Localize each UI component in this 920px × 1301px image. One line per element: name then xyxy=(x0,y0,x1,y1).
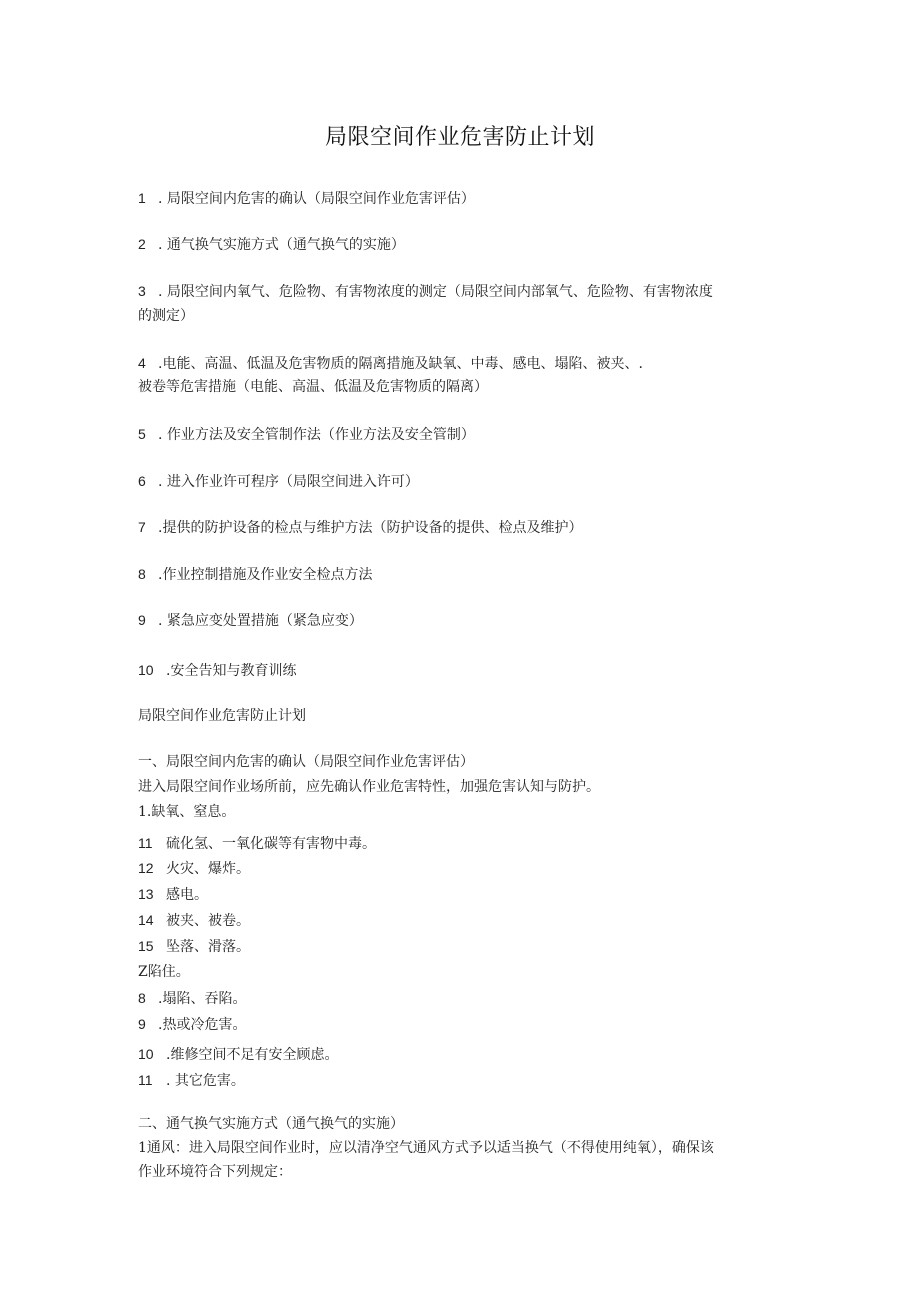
section-paragraph: 1通风：进入局限空间作业时，应以清净空气通风方式予以适当换气（不得使用纯氧），确保该 xyxy=(138,1140,714,1156)
hazard-text: 被夹、被卷。 xyxy=(166,913,250,929)
hazard-item xyxy=(138,833,788,854)
hazard-item xyxy=(138,1014,788,1035)
section-intro: 进入局限空间作业场所前，应先确认作业危害特性，加强危害认知与防护。 xyxy=(138,779,600,795)
hazard-item: 1.缺氧、窒息。 xyxy=(138,804,236,820)
toc-text: . 进入作业许可程序（局限空间进入许可） xyxy=(158,474,419,490)
section-heading: 二、通气换气实施方式（通气换气的实施） xyxy=(138,1116,404,1132)
toc-text: .作业控制措施及作业安全检点方法 xyxy=(158,567,373,583)
hazard-text: .维修空间不足有安全顾虑。 xyxy=(166,1047,339,1063)
toc-text: . 通气换气实施方式（通气换气的实施） xyxy=(158,237,405,253)
toc-text: . 局限空间内危害的确认（局限空间作业危害评估） xyxy=(158,191,475,207)
toc-text: .安全告知与教育训练 xyxy=(166,663,297,679)
toc-item xyxy=(138,424,788,445)
hazard-item xyxy=(138,884,788,905)
toc-item-continuation: 的测定） xyxy=(138,308,194,324)
toc-text: . 作业方法及安全管制作法（作业方法及安全管制） xyxy=(158,427,475,443)
hazard-item xyxy=(138,910,788,931)
hazard-item xyxy=(138,1070,788,1091)
toc-text: . 紧急应变处置措施（紧急应变） xyxy=(158,613,363,629)
toc-num: 5 xyxy=(138,426,146,442)
toc-item-continuation: 被卷等危害措施（电能、高温、低温及危害物质的隔离） xyxy=(138,379,488,395)
toc-num: 9 xyxy=(138,612,146,628)
toc-item xyxy=(138,660,788,681)
toc-item xyxy=(138,281,788,302)
toc-num: 6 xyxy=(138,473,146,489)
toc-item xyxy=(138,234,788,255)
hazard-num: 11 xyxy=(138,1072,153,1088)
toc-num: 7 xyxy=(138,519,146,535)
toc-item xyxy=(138,353,788,374)
hazard-num: 9 xyxy=(138,1016,146,1032)
hazard-num: 15 xyxy=(138,938,154,954)
hazard-text: .塌陷、吞陷。 xyxy=(158,991,247,1007)
hazard-num: 12 xyxy=(138,860,154,876)
toc-item xyxy=(138,188,788,209)
hazard-item: Z陷住。 xyxy=(138,964,190,980)
hazard-text: 坠落、滑落。 xyxy=(166,939,250,955)
hazard-num: 10 xyxy=(138,1046,154,1062)
toc-num: 8 xyxy=(138,566,146,582)
toc-num: 2 xyxy=(138,236,146,252)
toc-text: .电能、高温、低温及危害物质的隔离措施及缺氧、中毒、感电、塌陷、被夹、. xyxy=(158,356,643,372)
toc-num: 10 xyxy=(138,662,154,678)
hazard-item xyxy=(138,1044,788,1065)
hazard-text: 感电。 xyxy=(166,887,208,903)
hazard-num: 11 xyxy=(138,835,153,851)
document-title: 局限空间作业危害防止计划 xyxy=(324,125,595,150)
toc-item xyxy=(138,610,788,631)
toc-num: 3 xyxy=(138,283,146,299)
toc-num: 4 xyxy=(138,355,146,371)
hazard-text: .热或冷危害。 xyxy=(158,1017,247,1033)
hazard-num: 8 xyxy=(138,990,146,1006)
toc-item xyxy=(138,471,788,492)
subtitle: 局限空间作业危害防止计划 xyxy=(138,708,306,724)
toc-text: . 局限空间内氧气、危险物、有害物浓度的测定（局限空间内部氧气、危险物、有害物浓度 xyxy=(158,284,713,300)
hazard-item xyxy=(138,858,788,879)
hazard-text: 硫化氢、一氧化碳等有害物中毒。 xyxy=(166,836,376,852)
hazard-text: . 其它危害。 xyxy=(166,1073,245,1089)
hazard-num: 14 xyxy=(138,912,154,928)
toc-num: 1 xyxy=(138,190,146,206)
hazard-item xyxy=(138,936,788,957)
section-paragraph-continuation: 作业环境符合下列规定： xyxy=(138,1164,292,1180)
toc-text: .提供的防护设备的检点与维护方法（防护设备的提供、检点及维护） xyxy=(158,520,583,536)
hazard-item xyxy=(138,988,788,1009)
section-heading: 一、局限空间内危害的确认（局限空间作业危害评估） xyxy=(138,754,474,770)
toc-item xyxy=(138,517,788,538)
hazard-text: 火灾、爆炸。 xyxy=(166,861,250,877)
hazard-num: 13 xyxy=(138,886,154,902)
toc-item xyxy=(138,564,788,585)
